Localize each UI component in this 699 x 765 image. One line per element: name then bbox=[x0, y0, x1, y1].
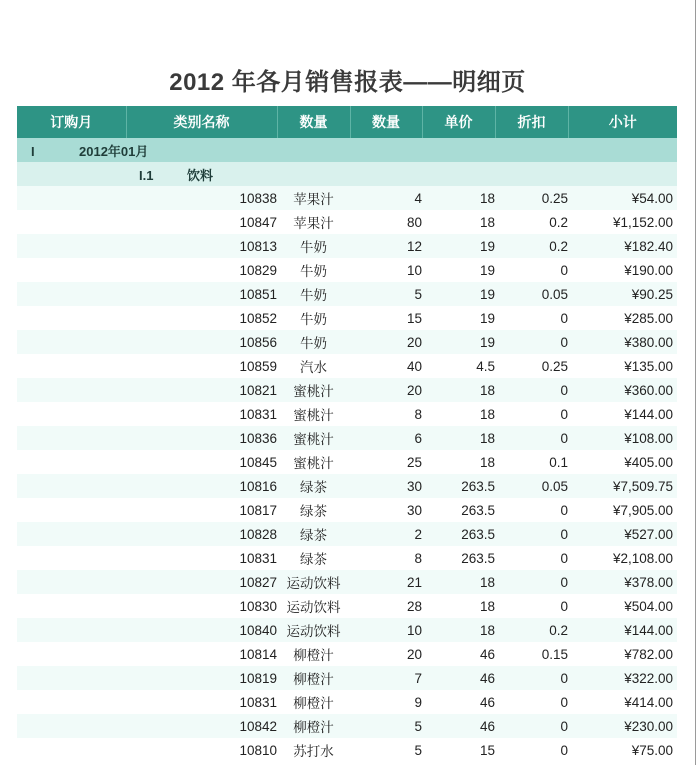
cell-order-month bbox=[17, 186, 126, 210]
cell-quantity: 5 bbox=[350, 738, 422, 762]
cell-discount: 0 bbox=[495, 378, 568, 402]
cell-order-id: 10851 bbox=[126, 282, 277, 306]
cell-discount: 0 bbox=[495, 738, 568, 762]
table-row bbox=[17, 378, 677, 402]
table-row bbox=[17, 594, 677, 618]
cell-order-id: 10831 bbox=[126, 546, 277, 570]
cell-order-month bbox=[17, 594, 126, 618]
cell-subtotal: ¥230.00 bbox=[568, 714, 677, 738]
cell-subtotal: ¥108.00 bbox=[568, 426, 677, 450]
cell-order-id: 10827 bbox=[126, 570, 277, 594]
cell-quantity: 30 bbox=[350, 498, 422, 522]
cell-unit-price: 18 bbox=[422, 618, 495, 642]
table-row bbox=[17, 522, 677, 546]
header-order-month: 订购月 bbox=[17, 106, 126, 138]
cell-unit-price: 46 bbox=[422, 714, 495, 738]
category-code: I.1 bbox=[139, 167, 154, 183]
table-row bbox=[17, 738, 677, 762]
cell-unit-price: 19 bbox=[422, 306, 495, 330]
cell-product: 绿茶 bbox=[277, 546, 350, 570]
cell-quantity: 7 bbox=[350, 666, 422, 690]
table-row bbox=[17, 210, 677, 234]
header-discount: 折扣 bbox=[495, 106, 568, 138]
cell-order-month bbox=[17, 282, 126, 306]
cell-unit-price: 19 bbox=[422, 282, 495, 306]
group-row bbox=[17, 138, 677, 162]
cell-subtotal: ¥360.00 bbox=[568, 378, 677, 402]
cell-order-month bbox=[17, 522, 126, 546]
cell-unit-price: 46 bbox=[422, 642, 495, 666]
cell-product: 牛奶 bbox=[277, 234, 350, 258]
cell-product: 蜜桃汁 bbox=[277, 402, 350, 426]
cell-product: 蜜桃汁 bbox=[277, 378, 350, 402]
cell-subtotal: ¥405.00 bbox=[568, 450, 677, 474]
cell-order-month bbox=[17, 690, 126, 714]
cell-quantity: 8 bbox=[350, 402, 422, 426]
cell-unit-price: 263.5 bbox=[422, 498, 495, 522]
table-row bbox=[17, 402, 677, 426]
cell-order-id: 10830 bbox=[126, 594, 277, 618]
cell-discount: 0.1 bbox=[495, 450, 568, 474]
cell-discount: 0.2 bbox=[495, 618, 568, 642]
cell-unit-price: 19 bbox=[422, 234, 495, 258]
cell-order-month bbox=[17, 378, 126, 402]
table-body bbox=[17, 138, 677, 762]
cell-order-id: 10828 bbox=[126, 522, 277, 546]
cell-order-month bbox=[17, 426, 126, 450]
cell-order-month bbox=[17, 306, 126, 330]
cell-quantity: 20 bbox=[350, 642, 422, 666]
cell-discount: 0 bbox=[495, 690, 568, 714]
cell-order-id: 10836 bbox=[126, 426, 277, 450]
table-row bbox=[17, 714, 677, 738]
table-row bbox=[17, 282, 677, 306]
cell-unit-price: 18 bbox=[422, 186, 495, 210]
header-unit-price: 单价 bbox=[422, 106, 495, 138]
cell-discount: 0 bbox=[495, 258, 568, 282]
cell-order-month bbox=[17, 234, 126, 258]
cell-product: 柳橙汁 bbox=[277, 690, 350, 714]
cell-discount: 0 bbox=[495, 570, 568, 594]
sales-report-table bbox=[17, 106, 677, 762]
cell-quantity: 2 bbox=[350, 522, 422, 546]
cell-subtotal: ¥7,905.00 bbox=[568, 498, 677, 522]
cell-discount: 0 bbox=[495, 306, 568, 330]
cell-subtotal: ¥414.00 bbox=[568, 690, 677, 714]
cell-product: 绿茶 bbox=[277, 498, 350, 522]
cell-order-id: 10819 bbox=[126, 666, 277, 690]
cell-quantity: 5 bbox=[350, 282, 422, 306]
cell-order-id: 10842 bbox=[126, 714, 277, 738]
table-row bbox=[17, 546, 677, 570]
cell-quantity: 6 bbox=[350, 426, 422, 450]
cell-subtotal: ¥90.25 bbox=[568, 282, 677, 306]
cell-discount: 0 bbox=[495, 594, 568, 618]
table-row bbox=[17, 186, 677, 210]
cell-order-id: 10838 bbox=[126, 186, 277, 210]
table-row bbox=[17, 330, 677, 354]
cell-subtotal: ¥527.00 bbox=[568, 522, 677, 546]
cell-quantity: 30 bbox=[350, 474, 422, 498]
cell-order-month bbox=[17, 474, 126, 498]
cell-discount: 0 bbox=[495, 546, 568, 570]
cell-quantity: 15 bbox=[350, 306, 422, 330]
cell-order-id: 10845 bbox=[126, 450, 277, 474]
cell-subtotal: ¥190.00 bbox=[568, 258, 677, 282]
cell-subtotal: ¥782.00 bbox=[568, 642, 677, 666]
cell-product: 苏打水 bbox=[277, 738, 350, 762]
table-row bbox=[17, 474, 677, 498]
cell-subtotal: ¥2,108.00 bbox=[568, 546, 677, 570]
cell-unit-price: 18 bbox=[422, 594, 495, 618]
cell-product: 柳橙汁 bbox=[277, 714, 350, 738]
cell-quantity: 20 bbox=[350, 330, 422, 354]
table-row bbox=[17, 618, 677, 642]
cell-unit-price: 18 bbox=[422, 570, 495, 594]
table-row bbox=[17, 354, 677, 378]
cell-order-month bbox=[17, 714, 126, 738]
cell-product: 苹果汁 bbox=[277, 186, 350, 210]
cell-order-id: 10847 bbox=[126, 210, 277, 234]
group-code: I bbox=[31, 143, 35, 159]
cell-discount: 0 bbox=[495, 666, 568, 690]
cell-order-id: 10859 bbox=[126, 354, 277, 378]
cell-discount: 0.05 bbox=[495, 474, 568, 498]
cell-subtotal: ¥380.00 bbox=[568, 330, 677, 354]
cell-quantity: 21 bbox=[350, 570, 422, 594]
cell-order-month bbox=[17, 258, 126, 282]
cell-subtotal: ¥322.00 bbox=[568, 666, 677, 690]
cell-order-id: 10810 bbox=[126, 738, 277, 762]
cell-order-id: 10814 bbox=[126, 642, 277, 666]
cell-product: 汽水 bbox=[277, 354, 350, 378]
cell-order-month bbox=[17, 498, 126, 522]
cell-subtotal: ¥285.00 bbox=[568, 306, 677, 330]
cell-order-month bbox=[17, 642, 126, 666]
cell-product: 苹果汁 bbox=[277, 210, 350, 234]
cell-order-id: 10856 bbox=[126, 330, 277, 354]
cell-quantity: 25 bbox=[350, 450, 422, 474]
cell-quantity: 20 bbox=[350, 378, 422, 402]
cell-unit-price: 46 bbox=[422, 690, 495, 714]
cell-product: 牛奶 bbox=[277, 330, 350, 354]
cell-quantity: 10 bbox=[350, 618, 422, 642]
table-row bbox=[17, 666, 677, 690]
cell-unit-price: 4.5 bbox=[422, 354, 495, 378]
cell-discount: 0.25 bbox=[495, 186, 568, 210]
cell-order-id: 10831 bbox=[126, 402, 277, 426]
cell-subtotal: ¥378.00 bbox=[568, 570, 677, 594]
cell-discount: 0 bbox=[495, 522, 568, 546]
cell-unit-price: 18 bbox=[422, 450, 495, 474]
cell-unit-price: 18 bbox=[422, 378, 495, 402]
cell-unit-price: 18 bbox=[422, 426, 495, 450]
cell-unit-price: 18 bbox=[422, 210, 495, 234]
cell-product: 牛奶 bbox=[277, 258, 350, 282]
cell-order-id: 10816 bbox=[126, 474, 277, 498]
cell-order-id: 10829 bbox=[126, 258, 277, 282]
cell-order-id: 10813 bbox=[126, 234, 277, 258]
cell-subtotal: ¥1,152.00 bbox=[568, 210, 677, 234]
cell-unit-price: 46 bbox=[422, 666, 495, 690]
table-row bbox=[17, 450, 677, 474]
cell-order-id: 10840 bbox=[126, 618, 277, 642]
cell-quantity: 12 bbox=[350, 234, 422, 258]
cell-product: 柳橙汁 bbox=[277, 666, 350, 690]
table-row bbox=[17, 642, 677, 666]
table-row bbox=[17, 570, 677, 594]
cell-unit-price: 18 bbox=[422, 402, 495, 426]
cell-order-month bbox=[17, 738, 126, 762]
cell-discount: 0.2 bbox=[495, 210, 568, 234]
cell-quantity: 10 bbox=[350, 258, 422, 282]
cell-order-id: 10817 bbox=[126, 498, 277, 522]
cell-order-month bbox=[17, 210, 126, 234]
cell-quantity: 80 bbox=[350, 210, 422, 234]
cell-order-id: 10821 bbox=[126, 378, 277, 402]
cell-discount: 0.2 bbox=[495, 234, 568, 258]
cell-subtotal: ¥135.00 bbox=[568, 354, 677, 378]
category-label: 饮料 bbox=[187, 167, 214, 183]
cell-order-month bbox=[17, 330, 126, 354]
cell-product: 运动饮料 bbox=[277, 618, 350, 642]
header-quantity-1: 数量 bbox=[277, 106, 350, 138]
cell-subtotal: ¥504.00 bbox=[568, 594, 677, 618]
cell-discount: 0 bbox=[495, 402, 568, 426]
cell-discount: 0.25 bbox=[495, 354, 568, 378]
cell-discount: 0 bbox=[495, 498, 568, 522]
cell-discount: 0 bbox=[495, 426, 568, 450]
table-row bbox=[17, 234, 677, 258]
cell-discount: 0 bbox=[495, 330, 568, 354]
cell-order-month bbox=[17, 570, 126, 594]
report-title: 2012 年各月销售报表——明细页 bbox=[169, 69, 526, 96]
cell-product: 绿茶 bbox=[277, 522, 350, 546]
cell-product: 运动饮料 bbox=[277, 570, 350, 594]
cell-product: 牛奶 bbox=[277, 306, 350, 330]
cell-product: 蜜桃汁 bbox=[277, 450, 350, 474]
cell-order-id: 10852 bbox=[126, 306, 277, 330]
table-row bbox=[17, 690, 677, 714]
cell-unit-price: 19 bbox=[422, 258, 495, 282]
cell-subtotal: ¥7,509.75 bbox=[568, 474, 677, 498]
header-quantity-2: 数量 bbox=[350, 106, 422, 138]
cell-quantity: 40 bbox=[350, 354, 422, 378]
cell-unit-price: 15 bbox=[422, 738, 495, 762]
cell-unit-price: 19 bbox=[422, 330, 495, 354]
cell-quantity: 5 bbox=[350, 714, 422, 738]
cell-order-month bbox=[17, 402, 126, 426]
table-row bbox=[17, 306, 677, 330]
cell-product: 牛奶 bbox=[277, 282, 350, 306]
cell-product: 绿茶 bbox=[277, 474, 350, 498]
header-category-name: 类别名称 bbox=[126, 106, 277, 138]
cell-order-month bbox=[17, 666, 126, 690]
cell-order-month bbox=[17, 546, 126, 570]
cell-order-id: 10831 bbox=[126, 690, 277, 714]
cell-unit-price: 263.5 bbox=[422, 522, 495, 546]
table-header bbox=[17, 106, 677, 138]
cell-discount: 0.15 bbox=[495, 642, 568, 666]
table-row bbox=[17, 498, 677, 522]
table-row bbox=[17, 426, 677, 450]
cell-quantity: 28 bbox=[350, 594, 422, 618]
cell-order-month bbox=[17, 618, 126, 642]
group-label: 2012年01月 bbox=[79, 143, 149, 159]
cell-subtotal: ¥182.40 bbox=[568, 234, 677, 258]
category-row bbox=[17, 162, 677, 186]
cell-discount: 0.05 bbox=[495, 282, 568, 306]
cell-product: 蜜桃汁 bbox=[277, 426, 350, 450]
cell-quantity: 9 bbox=[350, 690, 422, 714]
cell-subtotal: ¥144.00 bbox=[568, 402, 677, 426]
cell-order-month bbox=[17, 450, 126, 474]
cell-quantity: 8 bbox=[350, 546, 422, 570]
cell-subtotal: ¥54.00 bbox=[568, 186, 677, 210]
cell-order-month bbox=[17, 354, 126, 378]
cell-subtotal: ¥144.00 bbox=[568, 618, 677, 642]
table-row bbox=[17, 258, 677, 282]
cell-subtotal: ¥75.00 bbox=[568, 738, 677, 762]
header-subtotal: 小计 bbox=[568, 106, 677, 138]
cell-quantity: 4 bbox=[350, 186, 422, 210]
page-edge bbox=[695, 0, 696, 765]
cell-product: 运动饮料 bbox=[277, 594, 350, 618]
cell-discount: 0 bbox=[495, 714, 568, 738]
cell-product: 柳橙汁 bbox=[277, 642, 350, 666]
cell-unit-price: 263.5 bbox=[422, 474, 495, 498]
cell-unit-price: 263.5 bbox=[422, 546, 495, 570]
